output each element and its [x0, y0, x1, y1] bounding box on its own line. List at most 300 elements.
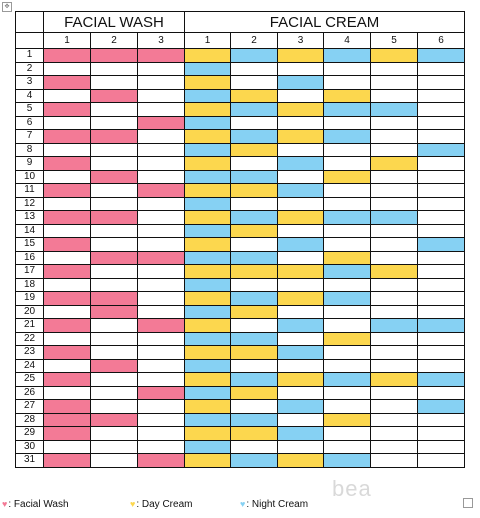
table-row	[16, 130, 465, 144]
wash-cell	[138, 413, 185, 427]
wash-cell	[91, 332, 138, 346]
table-row	[16, 170, 465, 184]
table-row	[16, 89, 465, 103]
cream-column-number: 3	[278, 33, 324, 49]
heart-icon: ♥	[240, 499, 246, 509]
cream-cell	[418, 440, 465, 454]
legend-item-day-cream	[130, 499, 192, 510]
cream-cell	[231, 116, 278, 130]
day-number: 18	[16, 278, 44, 292]
wash-cell	[44, 170, 91, 184]
wash-cell	[138, 319, 185, 333]
cream-cell	[418, 143, 465, 157]
wash-cell	[138, 211, 185, 225]
cream-cell	[231, 265, 278, 279]
cream-cell	[418, 130, 465, 144]
cream-column-number: 5	[371, 33, 418, 49]
wash-cell	[44, 454, 91, 468]
legend-label: : Facial Wash	[8, 499, 69, 510]
wash-cell	[138, 76, 185, 90]
wash-cell	[44, 427, 91, 441]
wash-cell	[44, 440, 91, 454]
cream-cell	[324, 130, 371, 144]
wash-cell	[91, 427, 138, 441]
wash-cell	[91, 103, 138, 117]
wash-cell	[91, 143, 138, 157]
cream-cell	[185, 251, 231, 265]
wash-cell	[44, 332, 91, 346]
facial-cream-header: FACIAL CREAM	[185, 12, 465, 33]
cream-cell	[324, 292, 371, 306]
cream-cell	[185, 305, 231, 319]
cream-cell	[231, 292, 278, 306]
wash-cell	[44, 373, 91, 387]
wash-cell	[91, 170, 138, 184]
header-row	[16, 12, 465, 33]
cream-cell	[278, 265, 324, 279]
cream-cell	[278, 386, 324, 400]
wash-cell	[44, 103, 91, 117]
cream-cell	[231, 319, 278, 333]
cream-cell	[324, 278, 371, 292]
cream-cell	[278, 319, 324, 333]
wash-cell	[91, 400, 138, 414]
wash-cell	[91, 386, 138, 400]
cream-cell	[278, 346, 324, 360]
wash-cell	[91, 292, 138, 306]
cream-cell	[278, 224, 324, 238]
day-number: 3	[16, 76, 44, 90]
cream-cell	[418, 89, 465, 103]
wash-column-number: 2	[91, 33, 138, 49]
cream-cell	[231, 143, 278, 157]
cream-cell	[231, 346, 278, 360]
cream-cell	[371, 386, 418, 400]
cream-cell	[278, 62, 324, 76]
cream-cell	[231, 413, 278, 427]
cream-cell	[278, 413, 324, 427]
wash-cell	[44, 305, 91, 319]
page-corner-marker	[463, 498, 473, 508]
day-number: 10	[16, 170, 44, 184]
cream-cell	[371, 116, 418, 130]
cream-cell	[418, 373, 465, 387]
wash-cell	[138, 197, 185, 211]
table-row	[16, 292, 465, 306]
wash-cell	[138, 116, 185, 130]
cream-cell	[418, 76, 465, 90]
wash-cell	[138, 359, 185, 373]
table-row	[16, 116, 465, 130]
cream-cell	[185, 359, 231, 373]
wash-cell	[91, 157, 138, 171]
cream-cell	[231, 62, 278, 76]
day-number: 2	[16, 62, 44, 76]
cream-cell	[324, 197, 371, 211]
wash-cell	[44, 265, 91, 279]
cream-cell	[324, 89, 371, 103]
cream-cell	[278, 211, 324, 225]
cream-cell	[324, 170, 371, 184]
cream-cell	[231, 440, 278, 454]
wash-cell	[138, 440, 185, 454]
table-row	[16, 265, 465, 279]
cream-cell	[371, 89, 418, 103]
cream-cell	[185, 211, 231, 225]
cream-cell	[324, 238, 371, 252]
wash-cell	[91, 359, 138, 373]
cream-cell	[371, 400, 418, 414]
cream-cell	[324, 116, 371, 130]
cream-cell	[185, 265, 231, 279]
table-row	[16, 346, 465, 360]
cream-cell	[371, 197, 418, 211]
cream-cell	[418, 386, 465, 400]
wash-cell	[91, 197, 138, 211]
cream-cell	[324, 76, 371, 90]
wash-cell	[91, 440, 138, 454]
day-number: 4	[16, 89, 44, 103]
cream-cell	[231, 224, 278, 238]
wash-cell	[44, 238, 91, 252]
wash-cell	[44, 359, 91, 373]
cream-cell	[418, 427, 465, 441]
cream-cell	[185, 143, 231, 157]
cream-cell	[231, 76, 278, 90]
wash-cell	[44, 157, 91, 171]
cream-cell	[278, 197, 324, 211]
cream-cell	[231, 332, 278, 346]
wash-cell	[138, 373, 185, 387]
wash-cell	[138, 157, 185, 171]
cream-cell	[324, 427, 371, 441]
cream-cell	[371, 265, 418, 279]
cream-cell	[324, 386, 371, 400]
cream-cell	[185, 130, 231, 144]
cream-cell	[371, 224, 418, 238]
cream-cell	[278, 373, 324, 387]
day-number: 25	[16, 373, 44, 387]
cream-cell	[418, 157, 465, 171]
wash-cell	[138, 103, 185, 117]
cream-cell	[231, 386, 278, 400]
cream-cell	[278, 251, 324, 265]
cream-column-number: 4	[324, 33, 371, 49]
cream-cell	[324, 454, 371, 468]
table-row	[16, 62, 465, 76]
cream-cell	[278, 292, 324, 306]
cream-cell	[418, 184, 465, 198]
cream-cell	[231, 130, 278, 144]
wash-cell	[138, 292, 185, 306]
table-row	[16, 400, 465, 414]
cream-cell	[185, 103, 231, 117]
table-row	[16, 319, 465, 333]
wash-cell	[91, 305, 138, 319]
table-row	[16, 238, 465, 252]
cream-cell	[231, 400, 278, 414]
cream-column-number: 2	[231, 33, 278, 49]
wash-cell	[91, 278, 138, 292]
cream-cell	[418, 305, 465, 319]
wash-cell	[44, 76, 91, 90]
day-number: 31	[16, 454, 44, 468]
day-number: 12	[16, 197, 44, 211]
wash-cell	[91, 116, 138, 130]
wash-cell	[44, 292, 91, 306]
cream-cell	[278, 454, 324, 468]
wash-cell	[91, 238, 138, 252]
legend-label: : Day Cream	[136, 499, 193, 510]
table-row	[16, 440, 465, 454]
table-row	[16, 103, 465, 117]
cream-cell	[278, 76, 324, 90]
cream-cell	[278, 170, 324, 184]
day-number: 21	[16, 319, 44, 333]
table-row	[16, 184, 465, 198]
cream-cell	[231, 373, 278, 387]
cream-cell	[324, 62, 371, 76]
cream-cell	[185, 49, 231, 63]
column-number-row	[16, 33, 465, 49]
cream-cell	[418, 197, 465, 211]
cream-cell	[231, 197, 278, 211]
table-row	[16, 278, 465, 292]
cream-cell	[371, 211, 418, 225]
wash-column-number: 3	[138, 33, 185, 49]
wash-cell	[44, 143, 91, 157]
wash-cell	[44, 130, 91, 144]
cream-cell	[371, 103, 418, 117]
cream-cell	[278, 116, 324, 130]
cream-cell	[324, 251, 371, 265]
wash-cell	[138, 346, 185, 360]
table-row	[16, 49, 465, 63]
corner-cell	[16, 12, 44, 33]
cream-cell	[324, 49, 371, 63]
day-number: 17	[16, 265, 44, 279]
heart-icon: ♥	[130, 499, 136, 509]
table-row	[16, 305, 465, 319]
cream-cell	[324, 211, 371, 225]
cream-cell	[231, 184, 278, 198]
cream-cell	[231, 157, 278, 171]
cream-cell	[185, 170, 231, 184]
cream-cell	[418, 170, 465, 184]
wash-cell	[138, 62, 185, 76]
wash-cell	[91, 224, 138, 238]
cream-cell	[231, 49, 278, 63]
table-row	[16, 359, 465, 373]
wash-cell	[44, 251, 91, 265]
wash-cell	[44, 346, 91, 360]
wash-cell	[91, 265, 138, 279]
cream-cell	[278, 359, 324, 373]
cream-cell	[371, 130, 418, 144]
watermark-text: bea	[332, 476, 372, 501]
cream-cell	[371, 332, 418, 346]
heart-icon: ♥	[2, 499, 8, 509]
cream-cell	[185, 400, 231, 414]
cream-cell	[418, 116, 465, 130]
day-number: 5	[16, 103, 44, 117]
wash-cell	[91, 346, 138, 360]
cream-cell	[371, 184, 418, 198]
wash-cell	[138, 400, 185, 414]
cream-cell	[371, 319, 418, 333]
wash-cell	[138, 427, 185, 441]
cream-cell	[231, 454, 278, 468]
wash-cell	[138, 251, 185, 265]
wash-cell	[138, 130, 185, 144]
cream-cell	[324, 373, 371, 387]
cream-cell	[418, 238, 465, 252]
table-row	[16, 427, 465, 441]
cream-cell	[278, 130, 324, 144]
cream-cell	[324, 157, 371, 171]
wash-cell	[138, 265, 185, 279]
cream-cell	[324, 224, 371, 238]
cream-cell	[418, 413, 465, 427]
cream-cell	[418, 454, 465, 468]
cream-cell	[418, 292, 465, 306]
cream-cell	[278, 278, 324, 292]
cream-cell	[324, 440, 371, 454]
table-row	[16, 197, 465, 211]
wash-cell	[91, 251, 138, 265]
wash-cell	[138, 170, 185, 184]
wash-cell	[91, 454, 138, 468]
cream-cell	[371, 251, 418, 265]
cream-cell	[371, 62, 418, 76]
cream-cell	[371, 170, 418, 184]
cream-cell	[324, 332, 371, 346]
table-row	[16, 413, 465, 427]
cream-cell	[371, 157, 418, 171]
wash-cell	[91, 130, 138, 144]
wash-cell	[44, 89, 91, 103]
day-number: 30	[16, 440, 44, 454]
table-row	[16, 373, 465, 387]
wash-cell	[44, 49, 91, 63]
table-row	[16, 157, 465, 171]
cream-cell	[185, 76, 231, 90]
wash-cell	[138, 184, 185, 198]
cream-cell	[231, 359, 278, 373]
cream-cell	[418, 265, 465, 279]
cream-cell	[185, 454, 231, 468]
day-number: 6	[16, 116, 44, 130]
cream-cell	[185, 373, 231, 387]
legend-label: : Night Cream	[246, 499, 309, 510]
cream-cell	[185, 319, 231, 333]
cream-cell	[371, 238, 418, 252]
corner-cell	[16, 33, 44, 49]
cream-cell	[371, 427, 418, 441]
wash-cell	[138, 89, 185, 103]
wash-cell	[91, 413, 138, 427]
day-number: 7	[16, 130, 44, 144]
cream-cell	[418, 319, 465, 333]
cream-cell	[418, 359, 465, 373]
wash-cell	[138, 143, 185, 157]
cream-cell	[371, 143, 418, 157]
cream-cell	[418, 103, 465, 117]
cream-cell	[324, 265, 371, 279]
cream-cell	[418, 224, 465, 238]
cream-cell	[185, 238, 231, 252]
cream-cell	[185, 292, 231, 306]
wash-cell	[138, 49, 185, 63]
day-number: 11	[16, 184, 44, 198]
cream-cell	[371, 76, 418, 90]
wash-cell	[91, 89, 138, 103]
cream-cell	[231, 238, 278, 252]
cream-cell	[231, 170, 278, 184]
wash-cell	[138, 238, 185, 252]
wash-cell	[44, 197, 91, 211]
cream-column-number: 1	[185, 33, 231, 49]
table-row	[16, 76, 465, 90]
day-number: 15	[16, 238, 44, 252]
cream-column-number: 6	[418, 33, 465, 49]
cream-cell	[324, 305, 371, 319]
wash-cell	[138, 386, 185, 400]
cream-cell	[185, 89, 231, 103]
cream-cell	[185, 332, 231, 346]
cream-cell	[278, 157, 324, 171]
cream-cell	[371, 278, 418, 292]
cream-cell	[418, 332, 465, 346]
cream-cell	[418, 251, 465, 265]
cream-cell	[231, 251, 278, 265]
cream-cell	[324, 103, 371, 117]
wash-cell	[91, 49, 138, 63]
cream-cell	[371, 454, 418, 468]
day-number: 22	[16, 332, 44, 346]
wash-cell	[91, 76, 138, 90]
wash-cell	[44, 400, 91, 414]
day-number: 23	[16, 346, 44, 360]
cream-cell	[324, 184, 371, 198]
day-number: 29	[16, 427, 44, 441]
wash-cell	[44, 184, 91, 198]
cream-cell	[278, 89, 324, 103]
cream-cell	[278, 143, 324, 157]
cream-cell	[278, 332, 324, 346]
cream-cell	[324, 143, 371, 157]
cream-cell	[185, 413, 231, 427]
wash-cell	[44, 62, 91, 76]
cream-cell	[278, 238, 324, 252]
cream-cell	[278, 440, 324, 454]
cream-cell	[371, 373, 418, 387]
skincare-schedule-table	[15, 11, 465, 468]
cream-cell	[185, 157, 231, 171]
cream-cell	[231, 427, 278, 441]
wash-cell	[44, 211, 91, 225]
wash-cell	[91, 184, 138, 198]
wash-cell	[44, 386, 91, 400]
legend-item-night-cream	[240, 499, 308, 510]
legend	[2, 498, 478, 514]
wash-cell	[138, 454, 185, 468]
wash-cell	[138, 224, 185, 238]
legend-item-facial-wash	[2, 499, 69, 510]
cream-cell	[231, 211, 278, 225]
cream-cell	[418, 49, 465, 63]
cream-cell	[185, 62, 231, 76]
